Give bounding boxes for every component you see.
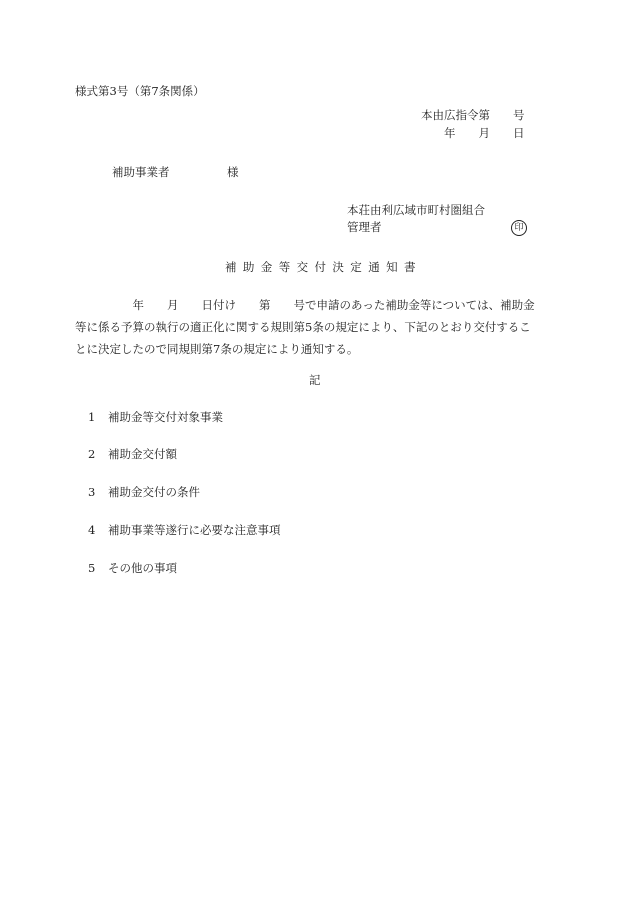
item-number: 1 [88, 410, 96, 424]
issuer-org: 本荘由利広域市町村圏組合 [347, 203, 485, 217]
document-date: 年 月 日 [444, 126, 525, 140]
item-number: 2 [88, 447, 96, 461]
seal-icon: 印 [511, 220, 527, 236]
issuer-title: 管理者 [347, 220, 382, 234]
body-line: 等に係る予算の執行の適正化に関する規則第5条の規定により、下記のとおり交付するこ [75, 320, 531, 334]
item-label: 補助金等交付対象事業 [108, 410, 223, 424]
item-number: 4 [88, 523, 96, 537]
list-item [88, 487, 200, 499]
document-title: 補助金等交付決定通知書 [225, 260, 422, 274]
item-label: 補助事業等遂行に必要な注意事項 [108, 523, 281, 537]
document-number: 本由広指令第 号 [421, 108, 525, 122]
item-label: その他の事項 [108, 561, 177, 575]
ki-heading: 記 [309, 373, 321, 387]
list-item [88, 525, 281, 537]
list-item [88, 563, 177, 575]
body-line: とに決定したので同規則第7条の規定により通知する。 [75, 342, 359, 356]
body-paragraph [75, 294, 565, 360]
body-line: 年 月 日付け 第 号で申請のあった補助金等については、補助金 [75, 298, 535, 312]
item-label: 補助金交付額 [108, 447, 177, 461]
list-item [88, 412, 223, 424]
list-item [88, 449, 177, 461]
recipient: 補助事業者 様 [112, 165, 239, 179]
item-label: 補助金交付の条件 [108, 485, 200, 499]
item-number: 3 [88, 485, 96, 499]
item-number: 5 [88, 561, 96, 575]
form-id: 様式第3号（第7条関係） [75, 84, 205, 98]
